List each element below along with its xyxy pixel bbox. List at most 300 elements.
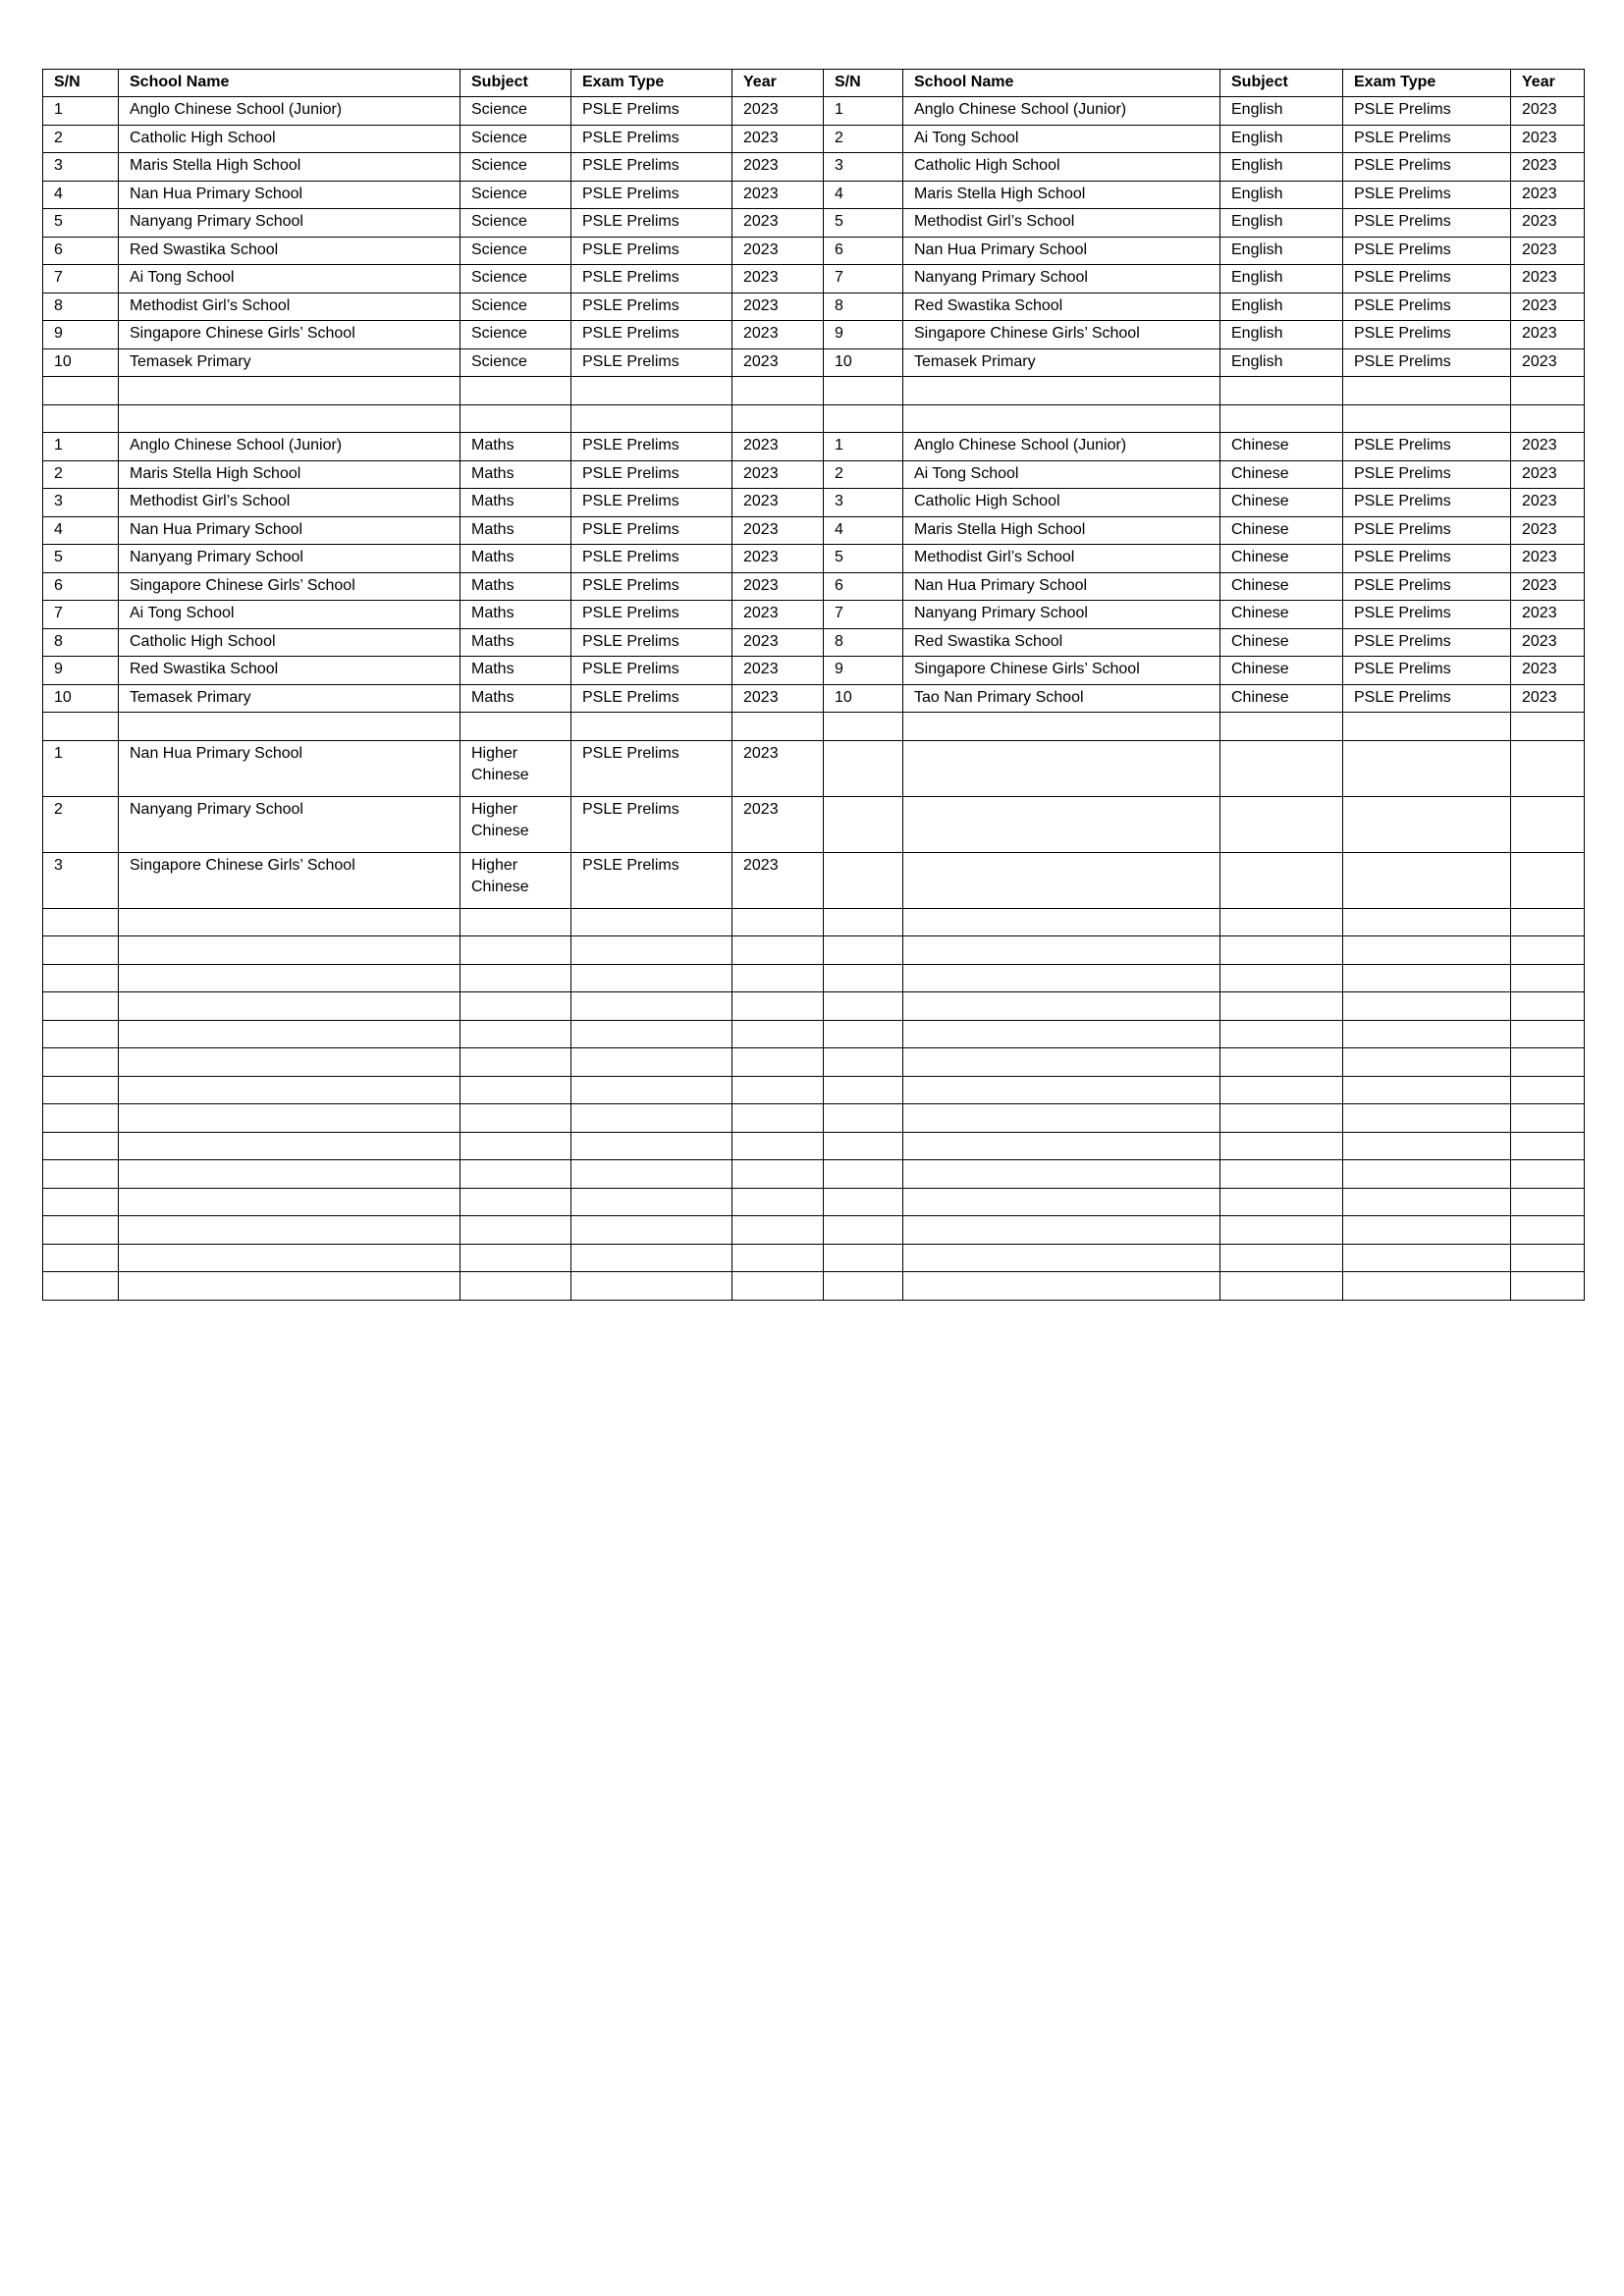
cell-subject-left: Maths xyxy=(460,601,571,629)
cell-year-right xyxy=(1511,796,1585,852)
cell-subject-right xyxy=(1220,1132,1343,1160)
table-row xyxy=(43,516,1585,545)
cell-school-right xyxy=(903,404,1220,433)
cell-sn-right xyxy=(824,1104,903,1133)
cell-subject-left: Science xyxy=(460,97,571,126)
cell-year-right xyxy=(1511,1216,1585,1245)
cell-sn-left: 9 xyxy=(43,657,119,685)
cell-year-left: 2023 xyxy=(732,348,824,377)
cell-school-left xyxy=(119,1216,460,1245)
cell-sn-right: 8 xyxy=(824,628,903,657)
cell-year-left: 2023 xyxy=(732,125,824,153)
cell-subject-left: Science xyxy=(460,153,571,182)
cell-sn-right: 9 xyxy=(824,321,903,349)
cell-year-right xyxy=(1511,992,1585,1021)
cell-subject-right xyxy=(1220,964,1343,992)
table-row xyxy=(43,740,1585,796)
cell-subject-left: Maths xyxy=(460,489,571,517)
cell-school-left: Nan Hua Primary School xyxy=(119,516,460,545)
cell-subject-right xyxy=(1220,1104,1343,1133)
cell-year-right: 2023 xyxy=(1511,348,1585,377)
cell-sn-left: 2 xyxy=(43,125,119,153)
cell-school-right xyxy=(903,713,1220,741)
cell-school-right xyxy=(903,1076,1220,1104)
table-row xyxy=(43,1076,1585,1104)
cell-subject-right: Chinese xyxy=(1220,628,1343,657)
cell-year-left xyxy=(732,936,824,965)
cell-year-left: 2023 xyxy=(732,657,824,685)
cell-school-right xyxy=(903,852,1220,908)
cell-exam-left: PSLE Prelims xyxy=(571,321,732,349)
cell-school-right: Methodist Girl’s School xyxy=(903,545,1220,573)
cell-year-right: 2023 xyxy=(1511,153,1585,182)
cell-sn-right xyxy=(824,1244,903,1272)
cell-exam-left: PSLE Prelims xyxy=(571,97,732,126)
table-row xyxy=(43,237,1585,265)
cell-exam-right: PSLE Prelims xyxy=(1343,125,1511,153)
cell-sn-left xyxy=(43,1132,119,1160)
cell-year-right: 2023 xyxy=(1511,181,1585,209)
cell-subject-left: Science xyxy=(460,209,571,238)
cell-sn-right xyxy=(824,1160,903,1189)
cell-sn-left: 8 xyxy=(43,628,119,657)
cell-exam-right: PSLE Prelims xyxy=(1343,572,1511,601)
cell-sn-right xyxy=(824,740,903,796)
cell-sn-left: 3 xyxy=(43,852,119,908)
cell-subject-right: English xyxy=(1220,181,1343,209)
cell-sn-left: 8 xyxy=(43,293,119,321)
cell-year-right xyxy=(1511,1160,1585,1189)
cell-sn-left xyxy=(43,992,119,1021)
cell-sn-right: 5 xyxy=(824,209,903,238)
cell-exam-left: PSLE Prelims xyxy=(571,209,732,238)
cell-subject-right: Chinese xyxy=(1220,657,1343,685)
cell-school-left: Anglo Chinese School (Junior) xyxy=(119,433,460,461)
cell-subject-left xyxy=(460,713,571,741)
cell-subject-right xyxy=(1220,908,1343,936)
table-row xyxy=(43,1272,1585,1301)
cell-year-right xyxy=(1511,1188,1585,1216)
cell-year-left: 2023 xyxy=(732,516,824,545)
table-row xyxy=(43,713,1585,741)
cell-exam-right xyxy=(1343,1160,1511,1189)
cell-sn-left: 1 xyxy=(43,97,119,126)
cell-subject-left: Science xyxy=(460,265,571,294)
cell-exam-left: PSLE Prelims xyxy=(571,489,732,517)
cell-subject-left xyxy=(460,964,571,992)
cell-sn-left xyxy=(43,404,119,433)
cell-subject-right xyxy=(1220,377,1343,405)
cell-exam-right xyxy=(1343,936,1511,965)
cell-sn-right: 4 xyxy=(824,516,903,545)
cell-year-left: 2023 xyxy=(732,601,824,629)
cell-school-right: Nan Hua Primary School xyxy=(903,572,1220,601)
cell-school-left: Ai Tong School xyxy=(119,265,460,294)
cell-sn-right xyxy=(824,404,903,433)
cell-sn-right xyxy=(824,1132,903,1160)
cell-exam-right xyxy=(1343,992,1511,1021)
cell-year-right: 2023 xyxy=(1511,209,1585,238)
cell-school-left: Maris Stella High School xyxy=(119,460,460,489)
cell-year-left xyxy=(732,1020,824,1048)
header-sn-left: S/N xyxy=(43,70,119,97)
cell-subject-left: Maths xyxy=(460,516,571,545)
cell-subject-right: English xyxy=(1220,265,1343,294)
cell-exam-left xyxy=(571,992,732,1021)
cell-sn-left: 2 xyxy=(43,796,119,852)
cell-school-right xyxy=(903,1104,1220,1133)
cell-school-left: Red Swastika School xyxy=(119,237,460,265)
table-row xyxy=(43,852,1585,908)
cell-sn-left: 3 xyxy=(43,489,119,517)
cell-sn-left: 1 xyxy=(43,740,119,796)
cell-exam-right: PSLE Prelims xyxy=(1343,237,1511,265)
cell-subject-left: Science xyxy=(460,348,571,377)
cell-year-left xyxy=(732,1132,824,1160)
cell-exam-right: PSLE Prelims xyxy=(1343,628,1511,657)
table-row xyxy=(43,293,1585,321)
cell-exam-left: PSLE Prelims xyxy=(571,684,732,713)
cell-school-right xyxy=(903,1272,1220,1301)
cell-exam-left: PSLE Prelims xyxy=(571,657,732,685)
cell-school-right xyxy=(903,992,1220,1021)
cell-sn-left xyxy=(43,964,119,992)
cell-exam-right xyxy=(1343,1076,1511,1104)
cell-exam-right xyxy=(1343,1104,1511,1133)
cell-sn-left xyxy=(43,1076,119,1104)
cell-exam-left xyxy=(571,1132,732,1160)
header-school-left: School Name xyxy=(119,70,460,97)
cell-sn-right xyxy=(824,1020,903,1048)
cell-year-right xyxy=(1511,1076,1585,1104)
cell-exam-right xyxy=(1343,852,1511,908)
cell-sn-right xyxy=(824,852,903,908)
cell-subject-right xyxy=(1220,1216,1343,1245)
cell-exam-right xyxy=(1343,713,1511,741)
cell-year-right: 2023 xyxy=(1511,489,1585,517)
cell-school-left xyxy=(119,1160,460,1189)
cell-subject-right xyxy=(1220,936,1343,965)
cell-school-left: Singapore Chinese Girls’ School xyxy=(119,572,460,601)
table-row xyxy=(43,964,1585,992)
header-subject-left: Subject xyxy=(460,70,571,97)
cell-sn-left: 2 xyxy=(43,460,119,489)
cell-school-right: Red Swastika School xyxy=(903,628,1220,657)
table-row xyxy=(43,377,1585,405)
cell-subject-right xyxy=(1220,1160,1343,1189)
cell-exam-left: PSLE Prelims xyxy=(571,237,732,265)
cell-school-left xyxy=(119,908,460,936)
cell-year-left xyxy=(732,713,824,741)
cell-exam-left: PSLE Prelims xyxy=(571,460,732,489)
cell-subject-left xyxy=(460,1216,571,1245)
cell-sn-right xyxy=(824,992,903,1021)
cell-year-left xyxy=(732,1272,824,1301)
cell-exam-right xyxy=(1343,377,1511,405)
cell-school-left: Catholic High School xyxy=(119,628,460,657)
table-row xyxy=(43,1132,1585,1160)
cell-sn-right: 5 xyxy=(824,545,903,573)
cell-year-left xyxy=(732,404,824,433)
cell-year-right xyxy=(1511,852,1585,908)
cell-school-right: Catholic High School xyxy=(903,153,1220,182)
cell-subject-left xyxy=(460,936,571,965)
header-exam-left: Exam Type xyxy=(571,70,732,97)
cell-school-left xyxy=(119,1272,460,1301)
cell-year-right xyxy=(1511,377,1585,405)
cell-year-left: 2023 xyxy=(732,796,824,852)
cell-school-left xyxy=(119,1188,460,1216)
cell-school-left: Ai Tong School xyxy=(119,601,460,629)
cell-school-left: Singapore Chinese Girls’ School xyxy=(119,852,460,908)
cell-year-left: 2023 xyxy=(732,684,824,713)
cell-subject-left xyxy=(460,992,571,1021)
cell-sn-right: 1 xyxy=(824,97,903,126)
cell-year-right: 2023 xyxy=(1511,237,1585,265)
cell-school-left xyxy=(119,964,460,992)
cell-sn-left: 5 xyxy=(43,545,119,573)
cell-sn-left xyxy=(43,1272,119,1301)
cell-exam-left: PSLE Prelims xyxy=(571,265,732,294)
cell-school-right: Singapore Chinese Girls’ School xyxy=(903,657,1220,685)
cell-year-left xyxy=(732,1244,824,1272)
cell-year-left: 2023 xyxy=(732,572,824,601)
cell-school-right: Anglo Chinese School (Junior) xyxy=(903,97,1220,126)
table-row xyxy=(43,153,1585,182)
table-row xyxy=(43,992,1585,1021)
cell-year-left xyxy=(732,1188,824,1216)
table-row xyxy=(43,1048,1585,1077)
cell-exam-left xyxy=(571,1272,732,1301)
cell-sn-right: 10 xyxy=(824,684,903,713)
cell-year-left xyxy=(732,1160,824,1189)
header-subject-right: Subject xyxy=(1220,70,1343,97)
cell-year-right xyxy=(1511,1048,1585,1077)
cell-year-left: 2023 xyxy=(732,545,824,573)
cell-subject-right xyxy=(1220,796,1343,852)
cell-year-right: 2023 xyxy=(1511,125,1585,153)
cell-exam-left xyxy=(571,404,732,433)
cell-sn-right xyxy=(824,1216,903,1245)
cell-exam-left: PSLE Prelims xyxy=(571,601,732,629)
cell-school-right xyxy=(903,1048,1220,1077)
cell-year-right: 2023 xyxy=(1511,97,1585,126)
cell-sn-left xyxy=(43,908,119,936)
cell-exam-left: PSLE Prelims xyxy=(571,796,732,852)
header-sn-right: S/N xyxy=(824,70,903,97)
cell-year-left: 2023 xyxy=(732,209,824,238)
cell-year-left: 2023 xyxy=(732,740,824,796)
cell-school-right: Nanyang Primary School xyxy=(903,265,1220,294)
cell-sn-right xyxy=(824,1272,903,1301)
cell-school-left: Nan Hua Primary School xyxy=(119,740,460,796)
cell-sn-left xyxy=(43,1048,119,1077)
cell-school-right: Ai Tong School xyxy=(903,125,1220,153)
cell-sn-left xyxy=(43,1244,119,1272)
cell-sn-right: 9 xyxy=(824,657,903,685)
cell-year-left xyxy=(732,1048,824,1077)
cell-subject-left xyxy=(460,377,571,405)
cell-year-left xyxy=(732,377,824,405)
cell-sn-left: 3 xyxy=(43,153,119,182)
cell-subject-right xyxy=(1220,1188,1343,1216)
cell-year-left: 2023 xyxy=(732,433,824,461)
cell-sn-left: 7 xyxy=(43,601,119,629)
table-row xyxy=(43,1244,1585,1272)
cell-year-right xyxy=(1511,404,1585,433)
cell-year-right xyxy=(1511,1020,1585,1048)
cell-exam-left: PSLE Prelims xyxy=(571,545,732,573)
cell-school-left: Methodist Girl’s School xyxy=(119,293,460,321)
cell-school-right: Temasek Primary xyxy=(903,348,1220,377)
cell-subject-right xyxy=(1220,1272,1343,1301)
cell-subject-left: Science xyxy=(460,237,571,265)
cell-subject-left xyxy=(460,1272,571,1301)
cell-year-right xyxy=(1511,936,1585,965)
cell-subject-right xyxy=(1220,713,1343,741)
cell-sn-right: 7 xyxy=(824,265,903,294)
cell-sn-right: 10 xyxy=(824,348,903,377)
cell-sn-left xyxy=(43,1188,119,1216)
cell-subject-right: Chinese xyxy=(1220,433,1343,461)
cell-sn-left xyxy=(43,377,119,405)
cell-subject-left: Maths xyxy=(460,545,571,573)
cell-year-right: 2023 xyxy=(1511,684,1585,713)
cell-subject-right xyxy=(1220,1244,1343,1272)
cell-sn-right: 2 xyxy=(824,125,903,153)
table-row xyxy=(43,1216,1585,1245)
cell-school-right: Ai Tong School xyxy=(903,460,1220,489)
cell-school-right xyxy=(903,908,1220,936)
table-row xyxy=(43,657,1585,685)
cell-subject-left: Maths xyxy=(460,628,571,657)
table-row xyxy=(43,684,1585,713)
cell-school-right: Anglo Chinese School (Junior) xyxy=(903,433,1220,461)
cell-subject-left: Science xyxy=(460,181,571,209)
cell-exam-right xyxy=(1343,796,1511,852)
cell-sn-left: 10 xyxy=(43,348,119,377)
cell-exam-left: PSLE Prelims xyxy=(571,181,732,209)
cell-sn-left: 9 xyxy=(43,321,119,349)
header-row xyxy=(43,70,1585,97)
cell-exam-right: PSLE Prelims xyxy=(1343,348,1511,377)
cell-exam-right: PSLE Prelims xyxy=(1343,265,1511,294)
cell-exam-right: PSLE Prelims xyxy=(1343,209,1511,238)
cell-school-right: Maris Stella High School xyxy=(903,181,1220,209)
cell-subject-right: English xyxy=(1220,125,1343,153)
cell-year-left: 2023 xyxy=(732,265,824,294)
cell-subject-right xyxy=(1220,1020,1343,1048)
cell-school-right xyxy=(903,936,1220,965)
cell-exam-right: PSLE Prelims xyxy=(1343,545,1511,573)
cell-school-left: Nan Hua Primary School xyxy=(119,181,460,209)
cell-subject-left: Maths xyxy=(460,433,571,461)
cell-school-left xyxy=(119,404,460,433)
cell-sn-left xyxy=(43,936,119,965)
table-row xyxy=(43,796,1585,852)
cell-school-left xyxy=(119,992,460,1021)
cell-subject-right xyxy=(1220,404,1343,433)
cell-year-right: 2023 xyxy=(1511,628,1585,657)
cell-exam-right: PSLE Prelims xyxy=(1343,293,1511,321)
cell-year-left: 2023 xyxy=(732,293,824,321)
cell-year-right: 2023 xyxy=(1511,545,1585,573)
cell-exam-right: PSLE Prelims xyxy=(1343,181,1511,209)
cell-school-left xyxy=(119,1132,460,1160)
cell-exam-left: PSLE Prelims xyxy=(571,433,732,461)
cell-exam-left xyxy=(571,1020,732,1048)
table-row xyxy=(43,601,1585,629)
cell-school-right: Singapore Chinese Girls’ School xyxy=(903,321,1220,349)
table-row xyxy=(43,489,1585,517)
cell-school-right xyxy=(903,740,1220,796)
cell-exam-left xyxy=(571,377,732,405)
cell-school-left: Anglo Chinese School (Junior) xyxy=(119,97,460,126)
cell-exam-right: PSLE Prelims xyxy=(1343,460,1511,489)
cell-school-left: Temasek Primary xyxy=(119,684,460,713)
cell-school-right: Nanyang Primary School xyxy=(903,601,1220,629)
cell-school-right xyxy=(903,1020,1220,1048)
cell-subject-right: English xyxy=(1220,321,1343,349)
cell-sn-left: 10 xyxy=(43,684,119,713)
cell-sn-right xyxy=(824,377,903,405)
cell-subject-right xyxy=(1220,1048,1343,1077)
cell-exam-right xyxy=(1343,1048,1511,1077)
cell-exam-right: PSLE Prelims xyxy=(1343,516,1511,545)
cell-year-left: 2023 xyxy=(732,237,824,265)
cell-exam-right xyxy=(1343,1216,1511,1245)
cell-sn-left: 4 xyxy=(43,181,119,209)
cell-exam-right: PSLE Prelims xyxy=(1343,153,1511,182)
exam-papers-table xyxy=(42,69,1585,1301)
cell-sn-left xyxy=(43,1020,119,1048)
table-row xyxy=(43,1188,1585,1216)
cell-sn-right: 6 xyxy=(824,572,903,601)
table-row xyxy=(43,433,1585,461)
cell-sn-left: 6 xyxy=(43,572,119,601)
table-row xyxy=(43,460,1585,489)
cell-year-left: 2023 xyxy=(732,460,824,489)
cell-sn-left: 1 xyxy=(43,433,119,461)
cell-school-left: Red Swastika School xyxy=(119,657,460,685)
header-exam-right: Exam Type xyxy=(1343,70,1511,97)
table-row xyxy=(43,209,1585,238)
cell-year-right xyxy=(1511,1244,1585,1272)
cell-year-left xyxy=(732,1076,824,1104)
cell-school-left xyxy=(119,1244,460,1272)
cell-school-left: Maris Stella High School xyxy=(119,153,460,182)
cell-subject-right: Chinese xyxy=(1220,460,1343,489)
cell-subject-left: Higher Chinese xyxy=(460,852,571,908)
cell-year-right: 2023 xyxy=(1511,460,1585,489)
cell-sn-right: 1 xyxy=(824,433,903,461)
cell-subject-right: English xyxy=(1220,293,1343,321)
cell-sn-right: 7 xyxy=(824,601,903,629)
cell-school-left: Methodist Girl’s School xyxy=(119,489,460,517)
cell-exam-right xyxy=(1343,740,1511,796)
cell-subject-left: Higher Chinese xyxy=(460,740,571,796)
table-row xyxy=(43,321,1585,349)
cell-subject-right xyxy=(1220,992,1343,1021)
cell-sn-left: 4 xyxy=(43,516,119,545)
cell-subject-left: Maths xyxy=(460,657,571,685)
cell-sn-right xyxy=(824,1048,903,1077)
cell-sn-right: 2 xyxy=(824,460,903,489)
cell-subject-left: Higher Chinese xyxy=(460,796,571,852)
cell-school-right xyxy=(903,1160,1220,1189)
table-row xyxy=(43,572,1585,601)
cell-exam-left xyxy=(571,908,732,936)
